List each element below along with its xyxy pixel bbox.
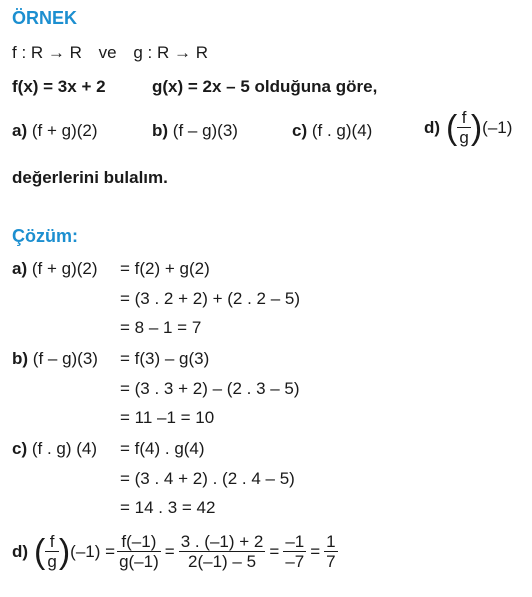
question-c-expr: (f . g)(4) bbox=[311, 121, 373, 140]
example-heading: ÖRNEK bbox=[12, 8, 78, 28]
solution-a-expr-line bbox=[12, 259, 98, 279]
solution-c-step-3: = 14 . 3 = 42 bbox=[120, 498, 216, 517]
left-paren: ( bbox=[446, 108, 458, 147]
fraction-denominator: g bbox=[47, 552, 57, 571]
solution-c-step-1: = f(4) . g(4) bbox=[120, 439, 205, 458]
g-definition: g(x) = 2x – 5 olduğuna göre, bbox=[152, 77, 378, 96]
equals-sign: = bbox=[269, 541, 280, 561]
solution-b-step-3: = 11 –1 = 10 bbox=[120, 408, 215, 427]
solution-b-expr-line bbox=[12, 349, 98, 369]
question-c-label: c) bbox=[292, 121, 308, 140]
fraction-4-denominator: 7 bbox=[326, 552, 336, 571]
fraction-2-numerator: 3 . (–1) + 2 bbox=[180, 532, 264, 551]
fraction-denominator: g bbox=[459, 128, 469, 147]
fraction-numerator: f bbox=[461, 108, 467, 127]
solution-b-step-2: = (3 . 3 + 2) – (2 . 3 – 5) bbox=[120, 379, 300, 398]
solution-a-label: a) bbox=[12, 259, 28, 278]
solution-d-label: d) bbox=[12, 541, 29, 561]
fraction-4-numerator: 1 bbox=[326, 532, 336, 551]
question-a-label: a) bbox=[12, 121, 28, 140]
solution-d-arg: (–1) = bbox=[70, 541, 116, 561]
equals-sign: = bbox=[164, 541, 175, 561]
question-d-fraction bbox=[457, 108, 470, 147]
fraction-2-denominator: 2(–1) – 5 bbox=[179, 551, 266, 571]
left-paren: ( bbox=[34, 532, 46, 571]
question-b bbox=[152, 121, 238, 141]
solution-a-expr: (f + g)(2) bbox=[31, 259, 98, 278]
fraction-1 bbox=[117, 532, 161, 571]
function-mapping-line bbox=[12, 43, 208, 63]
fraction-3-numerator: –1 bbox=[285, 532, 305, 551]
f-definition: f(x) = 3x + 2 bbox=[12, 77, 106, 96]
question-d bbox=[424, 108, 512, 147]
solution-d-fg-fraction bbox=[45, 532, 58, 571]
g-mapping: g : R → R bbox=[133, 43, 208, 62]
fraction-1-denominator: g(–1) bbox=[119, 552, 159, 571]
fraction-3 bbox=[283, 532, 306, 571]
solution-c-expr: (f . g) (4) bbox=[31, 439, 98, 458]
fraction-3-denominator: –7 bbox=[285, 552, 305, 571]
solution-c-expr-line bbox=[12, 439, 97, 459]
question-a bbox=[12, 121, 98, 141]
question-d-label: d) bbox=[424, 117, 441, 137]
question-d-arg: (–1) bbox=[482, 117, 513, 137]
solution-b-step-1: = f(3) – g(3) bbox=[120, 349, 210, 368]
solution-c-label: c) bbox=[12, 439, 28, 458]
fraction-4 bbox=[324, 532, 337, 571]
question-c bbox=[292, 121, 372, 141]
f-mapping: f : R → R bbox=[12, 43, 82, 62]
instruction-text: değerlerini bulalım. bbox=[12, 168, 168, 187]
question-b-expr: (f – g)(3) bbox=[172, 121, 238, 140]
fraction-2 bbox=[179, 532, 266, 571]
solution-a-step-3: = 8 – 1 = 7 bbox=[120, 318, 202, 337]
fraction-numerator: f bbox=[49, 532, 55, 551]
solution-d-line bbox=[12, 532, 338, 571]
right-paren: ) bbox=[58, 532, 71, 571]
right-paren: ) bbox=[470, 108, 483, 147]
solution-a-step-1: = f(2) + g(2) bbox=[120, 259, 210, 278]
solution-b-expr: (f – g)(3) bbox=[32, 349, 98, 368]
solution-heading: Çözüm: bbox=[12, 226, 78, 246]
question-b-label: b) bbox=[152, 121, 169, 140]
solution-c-step-2: = (3 . 4 + 2) . (2 . 4 – 5) bbox=[120, 469, 295, 488]
solution-a-step-2: = (3 . 2 + 2) + (2 . 2 – 5) bbox=[120, 289, 301, 308]
solution-b-label: b) bbox=[12, 349, 29, 368]
question-a-expr: (f + g)(2) bbox=[31, 121, 98, 140]
equals-sign: = bbox=[310, 541, 321, 561]
fraction-1-numerator: f(–1) bbox=[121, 532, 157, 551]
conjunction: ve bbox=[98, 43, 117, 62]
